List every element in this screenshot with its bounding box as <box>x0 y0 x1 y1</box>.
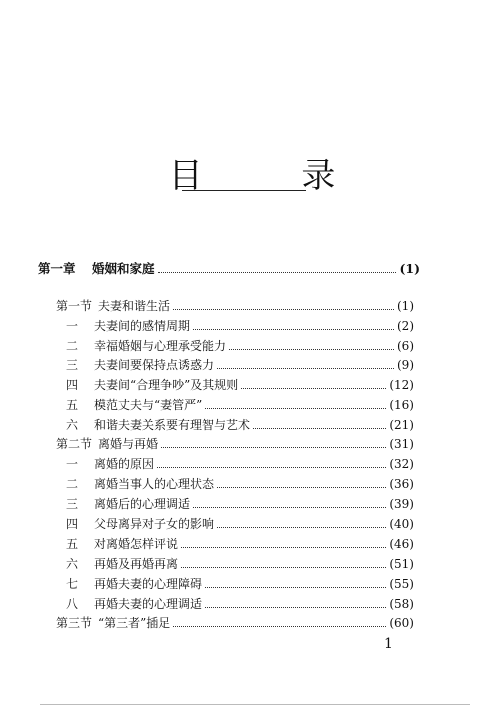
item-page: (40) <box>389 517 414 531</box>
item-label: 离婚当事人的心理状态 <box>94 477 215 491</box>
toc-item[interactable] <box>66 597 414 611</box>
item-number: 五 <box>66 398 79 412</box>
item-label: 父母离异对子女的影响 <box>94 517 215 531</box>
dot-leader <box>205 399 386 409</box>
item-label: 再婚夫妻的心理障碍 <box>94 577 203 591</box>
item-number: 六 <box>66 418 79 432</box>
toc-item[interactable] <box>66 577 414 591</box>
item-label: 夫妻间的感情周期 <box>94 319 191 333</box>
item-page: (2) <box>397 319 414 333</box>
item-page: (39) <box>389 497 414 511</box>
item-page: (21) <box>389 418 414 432</box>
dot-leader <box>217 359 394 369</box>
item-number: 四 <box>66 378 79 392</box>
dot-leader <box>173 617 386 627</box>
dot-leader <box>217 518 386 528</box>
item-label: 离婚的原因 <box>94 457 155 471</box>
item-label: 再婚夫妻的心理调适 <box>94 597 203 611</box>
section-number: 第三节 <box>56 616 93 630</box>
item-label: 离婚后的心理调适 <box>94 497 191 511</box>
item-page: (58) <box>389 597 414 611</box>
item-number: 三 <box>66 358 79 372</box>
item-label: 幸福婚姻与心理承受能力 <box>94 339 227 353</box>
item-page: (6) <box>397 339 414 353</box>
toc-chapter[interactable] <box>38 262 420 276</box>
toc-section[interactable] <box>56 437 414 451</box>
dot-leader <box>205 578 386 588</box>
item-label: 和谐夫妻关系要有理智与艺术 <box>94 418 251 432</box>
toc-item[interactable] <box>66 477 414 491</box>
section-page: (31) <box>389 437 414 451</box>
item-number: 五 <box>66 537 79 551</box>
toc-section[interactable] <box>56 616 414 630</box>
toc-item[interactable] <box>66 497 414 511</box>
section-label: 夫妻和谐生活 <box>98 299 171 313</box>
toc-item[interactable] <box>66 457 414 471</box>
toc-item[interactable] <box>66 418 414 432</box>
dot-leader <box>157 458 386 468</box>
section-page: (60) <box>389 616 414 630</box>
item-label: 模范丈夫与“妻管严” <box>94 398 203 412</box>
item-number: 二 <box>66 477 79 491</box>
dot-leader <box>253 419 386 429</box>
toc-item[interactable] <box>66 378 414 392</box>
toc-item[interactable] <box>66 319 414 333</box>
chapter-number: 第一章 <box>38 261 76 276</box>
item-page: (16) <box>389 398 414 412</box>
item-number: 一 <box>66 319 79 333</box>
item-number: 八 <box>66 597 79 611</box>
chapter-label: 婚姻和家庭 <box>92 261 155 276</box>
item-page: (51) <box>389 557 414 571</box>
toc-item[interactable] <box>66 339 414 353</box>
item-label: 夫妻间要保持点诱惑力 <box>94 358 215 372</box>
page-edge-line <box>40 704 470 705</box>
toc-item[interactable] <box>66 557 414 571</box>
toc-item[interactable] <box>66 358 414 372</box>
dot-leader <box>158 263 397 273</box>
item-label: 夫妻间“合理争吵”及其规则 <box>94 378 239 392</box>
dot-leader <box>193 498 386 508</box>
item-page: (36) <box>389 477 414 491</box>
dot-leader <box>241 379 386 389</box>
item-label: 对离婚怎样评说 <box>94 537 179 551</box>
dot-leader <box>217 478 386 488</box>
dot-leader <box>229 340 394 350</box>
item-number: 四 <box>66 517 79 531</box>
item-number: 七 <box>66 577 79 591</box>
section-page: (1) <box>397 299 414 313</box>
title-underline <box>182 190 306 191</box>
dot-leader <box>173 300 394 310</box>
item-page: (9) <box>397 358 414 372</box>
dot-leader <box>181 538 386 548</box>
dot-leader <box>181 558 386 568</box>
section-label: 离婚与再婚 <box>98 437 159 451</box>
dot-leader <box>161 438 386 448</box>
page-title: 目 录 <box>168 156 380 196</box>
section-label: “第三者”插足 <box>98 616 171 630</box>
item-number: 三 <box>66 497 79 511</box>
item-page: (12) <box>389 378 414 392</box>
page-number: 1 <box>384 636 393 652</box>
item-number: 一 <box>66 457 79 471</box>
toc-section[interactable] <box>56 299 414 313</box>
toc-item[interactable] <box>66 517 414 531</box>
dot-leader <box>205 598 386 608</box>
section-number: 第二节 <box>56 437 93 451</box>
item-page: (55) <box>389 577 414 591</box>
item-number: 六 <box>66 557 79 571</box>
item-label: 再婚及再婚再离 <box>94 557 179 571</box>
item-number: 二 <box>66 339 79 353</box>
item-page: (32) <box>389 457 414 471</box>
dot-leader <box>193 320 394 330</box>
toc-item[interactable] <box>66 537 414 551</box>
section-number: 第一节 <box>56 299 93 313</box>
item-page: (46) <box>389 537 414 551</box>
toc-item[interactable] <box>66 398 414 412</box>
chapter-page: (1) <box>399 261 420 276</box>
